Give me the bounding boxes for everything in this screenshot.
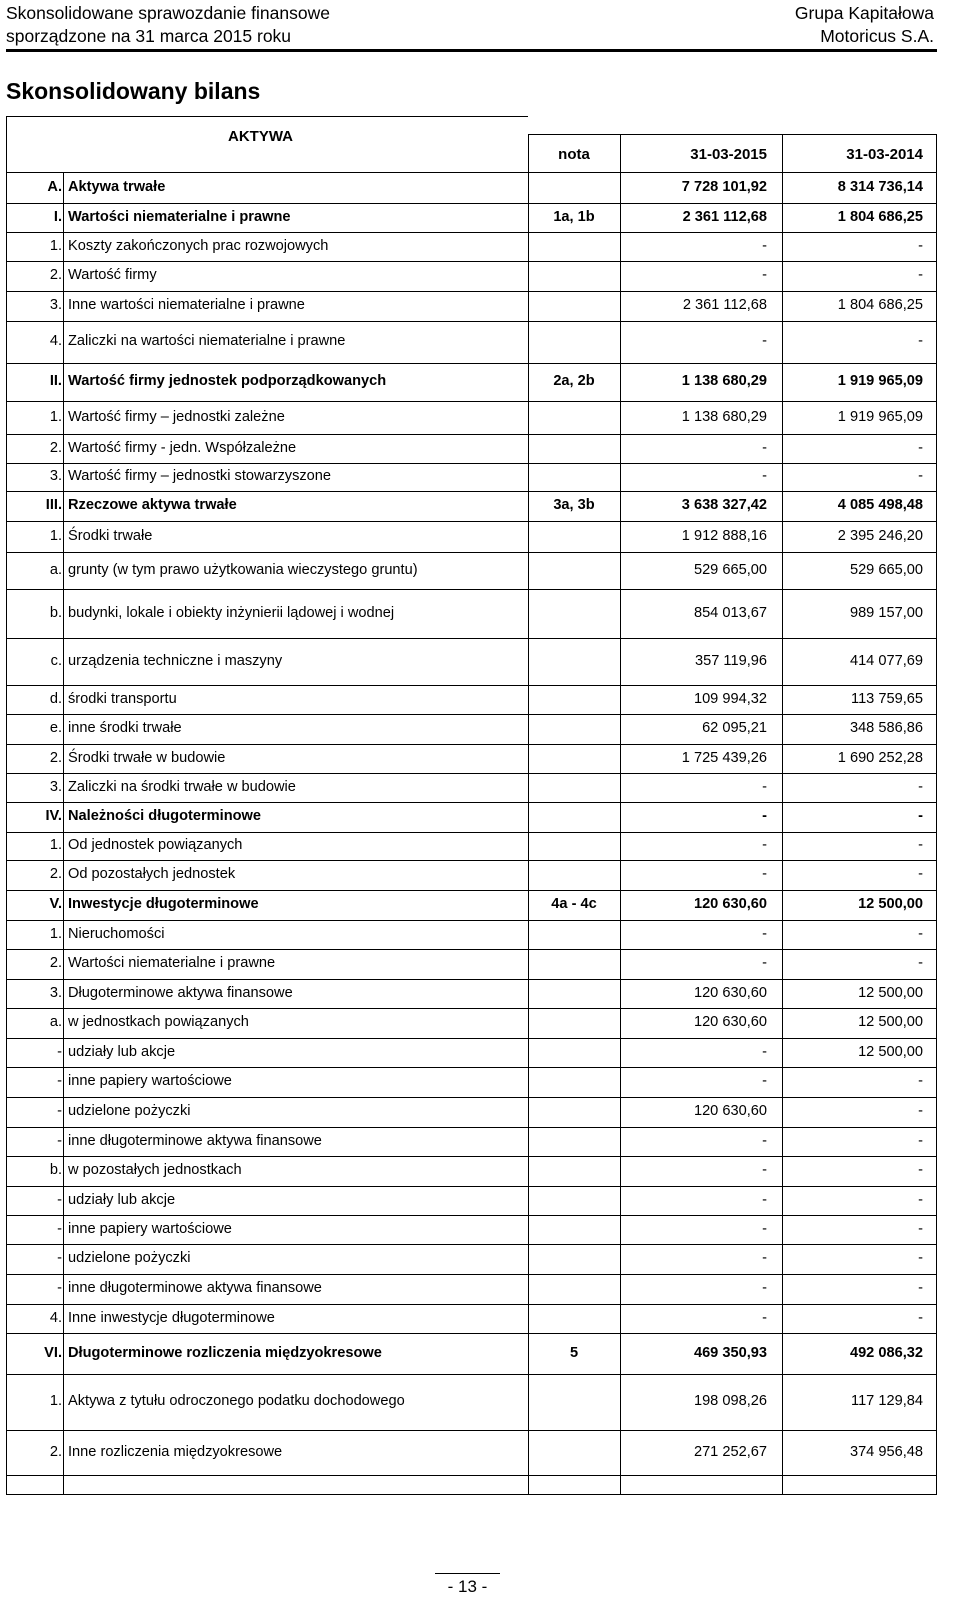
row-number: 2. [49,267,62,283]
table-row [6,979,937,1008]
row-description: Inne rozliczenia międzyokresowe [68,1444,283,1460]
table-row [6,773,937,802]
row-value-2015: - [762,1162,767,1178]
row-number: A. [47,179,62,195]
row-description: środki transportu [68,691,177,707]
balance-sheet-table [6,116,937,1558]
table-row [6,203,937,232]
header-rule [6,49,937,52]
row-value-2015: 109 994,32 [693,691,767,707]
row-number: 1. [49,837,62,853]
table-row [6,832,937,860]
header-group: Grupa Kapitałowa [794,3,934,23]
row-value-2014: 989 157,00 [849,605,923,621]
row-value-2014: - [918,1162,923,1178]
row-value-2014: - [918,1073,923,1089]
table-row [6,172,937,203]
row-number: - [57,1103,62,1119]
row-value-2015: 120 630,60 [693,1103,767,1119]
row-value-2014: - [918,837,923,853]
row-number: 2. [49,955,62,971]
row-description: w jednostkach powiązanych [68,1014,249,1030]
row-value-2014: 414 077,69 [849,653,923,669]
table-row [6,1127,937,1156]
row-value-2014: - [918,1103,923,1119]
row-description: w pozostałych jednostkach [68,1162,242,1178]
row-number: V. [49,896,62,912]
row-nota: 1a, 1b [553,209,595,225]
header-report-title: Skonsolidowane sprawozdanie finansowe [6,3,330,23]
row-value-2014: - [918,1250,923,1266]
row-number: III. [45,497,62,513]
table-row [6,1304,937,1333]
row-number: e. [49,720,62,736]
table-row [6,1333,937,1374]
row-number: 3. [49,985,62,1001]
row-description: inne papiery wartościowe [68,1073,232,1089]
row-value-2015: - [762,1133,767,1149]
row-description: Inne inwestycje długoterminowe [68,1310,275,1326]
row-value-2015: - [762,955,767,971]
row-description: Należności długoterminowe [68,808,261,824]
row-description: Środki trwałe w budowie [68,750,226,766]
row-number: 1. [49,238,62,254]
row-description: Długoterminowe rozliczenia międzyokresowe [68,1345,382,1361]
table-row [6,1156,937,1186]
row-description: inne środki trwałe [68,720,182,736]
row-description: Wartość firmy – jednostki stowarzyszone [68,468,332,484]
row-number: II. [49,373,62,389]
row-value-2014: - [918,468,923,484]
row-value-2014: - [918,1280,923,1296]
row-description: Wartość firmy - jedn. Współzależne [68,440,297,456]
row-value-2014: 113 759,65 [851,691,923,707]
row-value-2014: 12 500,00 [858,985,923,1001]
row-description: Wartości niematerialne i prawne [68,209,291,225]
row-description: udziały lub akcje [68,1044,176,1060]
row-description: urządzenia techniczne i maszyny [68,653,283,669]
row-value-2015: 62 095,21 [702,720,767,736]
row-description: Długoterminowe aktywa finansowe [68,985,293,1001]
header-company: Motoricus S.A. [820,26,934,46]
row-value-2015: - [762,333,767,349]
row-value-2015: 2 361 112,68 [682,209,767,225]
row-value-2015: - [762,1044,767,1060]
table-row [6,552,937,589]
row-number: - [57,1192,62,1208]
row-number: 3. [49,297,62,313]
row-value-2014: - [918,866,923,882]
table-row [6,1008,937,1038]
header-right [795,2,934,48]
table-row [6,261,937,291]
row-value-2015: - [762,440,767,456]
row-value-2015: 1 138 680,29 [681,373,767,389]
table-row [6,1274,937,1304]
row-value-2015: - [762,1280,767,1296]
table-row [6,589,937,638]
col-header-nota: nota [558,146,590,163]
row-number: - [57,1280,62,1296]
row-description: Aktywa trwałe [68,179,166,195]
row-value-2014: - [918,267,923,283]
row-value-2014: - [918,1192,923,1208]
table-row [6,521,937,552]
row-number: 2. [49,440,62,456]
header-left [6,2,330,48]
table-row [6,491,937,521]
table-row [6,685,937,714]
row-number: b. [49,1162,62,1178]
table-row [6,291,937,321]
row-value-2014: - [918,1310,923,1326]
row-value-2014: 529 665,00 [849,562,923,578]
table-row [6,1374,937,1430]
table-row [6,860,937,890]
row-value-2014: - [918,238,923,254]
row-description: Koszty zakończonych prac rozwojowych [68,238,329,254]
row-description: udzielone pożyczki [68,1250,191,1266]
table-hline [528,134,937,135]
row-number: VI. [44,1345,62,1361]
row-number: 4. [49,1310,62,1326]
footer-rule [435,1573,500,1574]
row-value-2015: 198 098,26 [693,1393,767,1409]
table-hline [6,116,528,117]
row-value-2015: - [762,267,767,283]
row-number: - [57,1044,62,1060]
row-value-2015: 120 630,60 [693,1014,767,1030]
row-value-2014: 8 314 736,14 [837,179,923,195]
row-description: inne papiery wartościowe [68,1221,232,1237]
row-value-2014: 12 500,00 [858,896,923,912]
row-value-2015: - [762,1221,767,1237]
row-value-2015: 7 728 101,92 [681,179,767,195]
row-description: udziały lub akcje [68,1192,176,1208]
table-row [6,949,937,979]
row-description: Zaliczki na wartości niematerialne i prawne [68,333,346,349]
table-row [6,920,937,949]
table-hline [6,1475,937,1476]
row-value-2015: 854 013,67 [693,605,767,621]
row-value-2015: 1 725 439,26 [681,750,767,766]
row-value-2014: - [918,1221,923,1237]
col-header-2014: 31-03-2014 [846,146,923,163]
row-value-2014: 12 500,00 [858,1014,923,1030]
row-value-2014: - [918,808,923,824]
row-value-2014: 2 395 246,20 [837,528,923,544]
row-number: a. [49,562,62,578]
row-number: 2. [49,1444,62,1460]
row-value-2015: 529 665,00 [693,562,767,578]
row-value-2015: - [762,837,767,853]
row-value-2014: 374 956,48 [849,1444,923,1460]
row-value-2015: 120 630,60 [693,896,767,912]
row-description: inne długoterminowe aktywa finansowe [68,1280,322,1296]
row-value-2015: 120 630,60 [693,985,767,1001]
row-description: Nieruchomości [68,926,165,942]
row-value-2014: 1 919 965,09 [837,409,923,425]
row-number: 2. [49,750,62,766]
row-number: b. [49,605,62,621]
table-row [6,744,937,773]
row-description: Inne wartości niematerialne i prawne [68,297,305,313]
row-number: - [57,1133,62,1149]
table-row [6,363,937,401]
row-description: udzielone pożyczki [68,1103,191,1119]
row-description: Zaliczki na środki trwałe w budowie [68,779,296,795]
row-value-2014: 1 804 686,25 [837,209,923,225]
row-description: Wartość firmy – jednostki zależne [68,409,285,425]
row-number: c. [50,653,62,669]
table-hline [6,1494,937,1495]
row-value-2015: - [762,1073,767,1089]
row-number: 3. [49,779,62,795]
row-nota: 4a - 4c [551,896,597,912]
row-description: Od jednostek powiązanych [68,837,243,853]
table-row [6,1244,937,1274]
row-value-2015: - [762,468,767,484]
table-row [6,321,937,363]
row-description: Inwestycje długoterminowe [68,896,259,912]
row-description: inne długoterminowe aktywa finansowe [68,1133,322,1149]
row-value-2014: 12 500,00 [858,1044,923,1060]
row-value-2015: - [762,1250,767,1266]
table-row [6,232,937,261]
row-value-2015: 1 138 680,29 [681,409,767,425]
row-value-2015: 469 350,93 [693,1345,767,1361]
row-number: - [57,1221,62,1237]
table-row [6,463,937,491]
row-value-2014: - [918,440,923,456]
header-report-date: sporządzone na 31 marca 2015 roku [6,26,292,46]
row-value-2015: 3 638 327,42 [681,497,767,513]
row-value-2015: - [762,1192,767,1208]
row-number: 1. [49,409,62,425]
table-row [6,1186,937,1215]
row-value-2015: - [762,866,767,882]
row-value-2014: - [918,1133,923,1149]
col-header-2015: 31-03-2015 [690,146,767,163]
table-row [6,1038,937,1067]
row-description: Rzeczowe aktywa trwałe [68,497,237,513]
row-nota: 2a, 2b [553,373,595,389]
row-number: 2. [49,866,62,882]
row-nota: 3a, 3b [553,497,595,513]
row-value-2015: - [762,779,767,795]
table-row [6,1097,937,1127]
table-row [6,434,937,463]
row-value-2014: 1 919 965,09 [837,373,923,389]
table-row [6,401,937,434]
row-value-2015: - [762,926,767,942]
table-row [6,1067,937,1097]
row-number: 4. [49,333,62,349]
row-value-2015: 271 252,67 [693,1444,767,1460]
row-nota: 5 [569,1345,579,1361]
row-description: Wartość firmy jednostek podporządkowanych [68,373,387,389]
row-value-2014: 1 690 252,28 [837,750,923,766]
row-number: - [57,1250,62,1266]
row-number: 3. [49,468,62,484]
row-number: - [57,1073,62,1089]
row-value-2014: - [918,955,923,971]
row-value-2015: 1 912 888,16 [681,528,767,544]
row-value-2015: - [762,238,767,254]
row-description: grunty (w tym prawo użytkowania wieczystego gruntu) [68,562,418,578]
section-label: AKTYWA [228,128,293,145]
page-header [0,0,960,52]
row-value-2014: - [918,779,923,795]
table-row [6,802,937,832]
table-row [6,1430,937,1475]
row-description: Wartości niematerialne i prawne [68,955,276,971]
row-description: Aktywa z tytułu odroczonego podatku dochodowego [68,1393,405,1409]
row-number: 1. [49,926,62,942]
row-value-2015: - [762,1310,767,1326]
row-value-2015: - [762,808,767,824]
row-number: 1. [49,528,62,544]
row-value-2014: 117 129,84 [851,1393,923,1409]
row-value-2014: - [918,926,923,942]
row-description: budynki, lokale i obiekty inżynierii lądowej i wodnej [68,605,395,621]
row-value-2014: 1 804 686,25 [837,297,923,313]
table-row [6,638,937,685]
row-value-2015: 2 361 112,68 [682,297,767,313]
row-description: Wartość firmy [68,267,157,283]
row-value-2014: 4 085 498,48 [837,497,923,513]
row-value-2014: 348 586,86 [849,720,923,736]
row-value-2015: 357 119,96 [695,653,767,669]
row-number: I. [53,209,62,225]
row-value-2014: 492 086,32 [849,1345,923,1361]
page-title: Skonsolidowany bilans [6,78,261,104]
page-number: - 13 - [447,1577,488,1596]
row-number: d. [49,691,62,707]
row-description: Od pozostałych jednostek [68,866,236,882]
row-value-2014: - [918,333,923,349]
row-description: Środki trwałe [68,528,153,544]
table-row [6,890,937,920]
row-number: a. [49,1014,62,1030]
row-number: 1. [49,1393,62,1409]
row-number: IV. [45,808,62,824]
table-row [6,1215,937,1244]
table-row [6,714,937,744]
